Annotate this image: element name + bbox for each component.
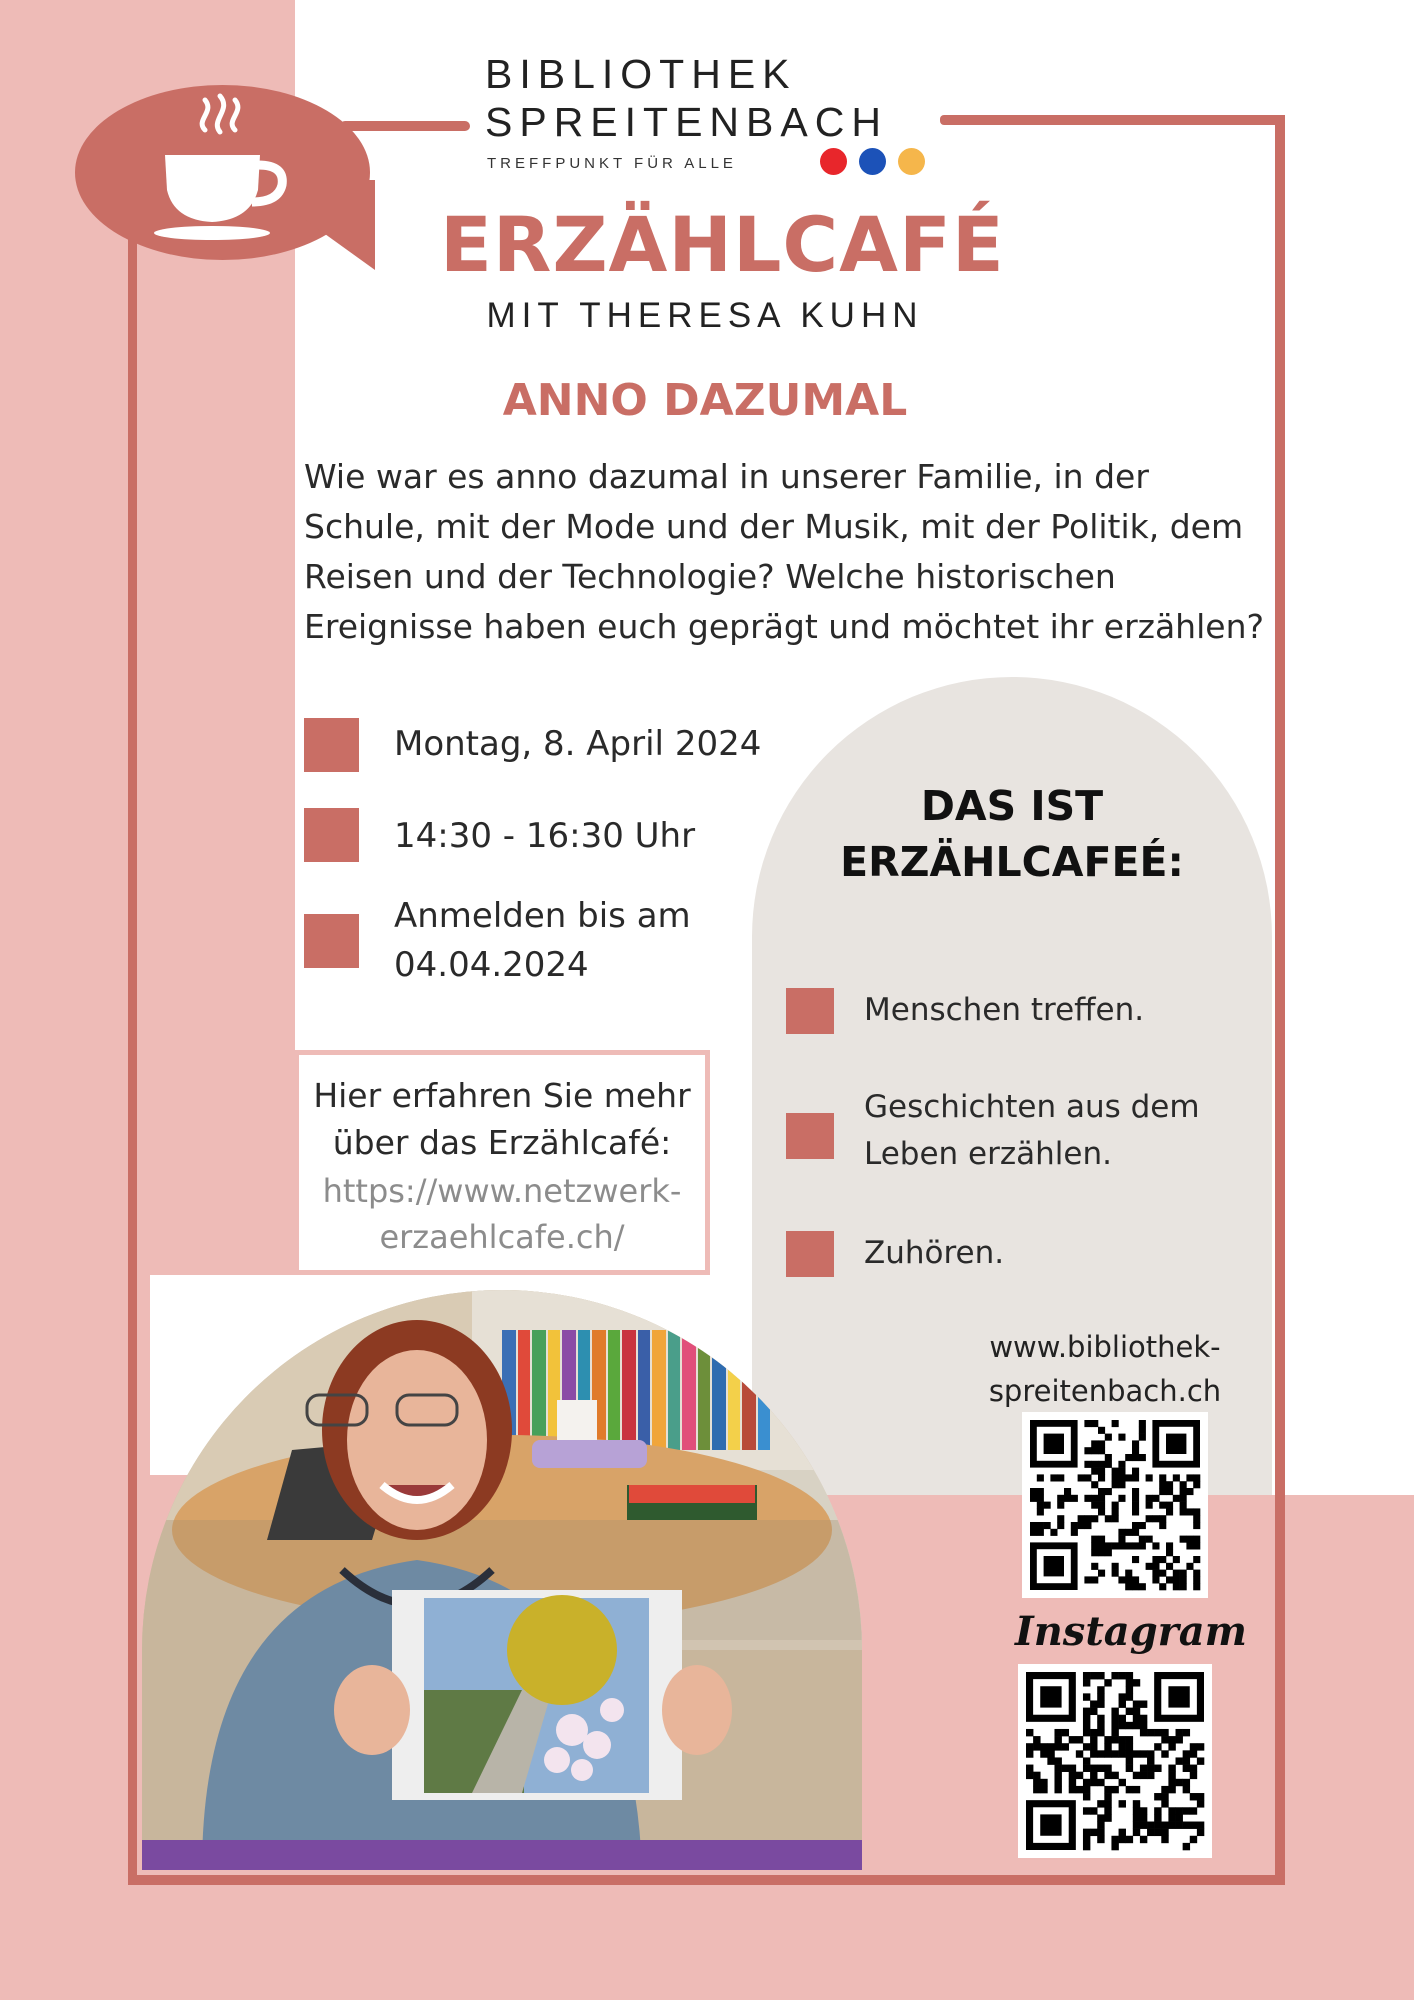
event-subtitle: MIT THERESA KUHN [486,296,924,335]
event-time: 14:30 - 16:30 Uhr [394,816,696,856]
instagram-qr-code[interactable] [1018,1664,1212,1858]
frame-left-line [128,230,137,1885]
about-heading-line-2: ERZÄHLCAFEÉ: [840,838,1184,886]
event-topic: ANNO DAZUMAL [502,375,908,426]
event-date: Montag, 8. April 2024 [394,724,762,764]
about-item: Menschen treffen. [864,992,1145,1028]
brand-dot-blue [859,148,886,175]
library-tagline: TREFFPUNKT FÜR ALLE [487,155,737,172]
date-bullet [304,718,359,772]
brand-dot-yellow [898,148,925,175]
about-heading [752,778,1272,890]
brand-dot-red [820,148,847,175]
frame-top-left-line [340,121,470,131]
about-heading-line-1: DAS IST [920,782,1104,830]
library-website[interactable]: www.bibliothek-spreitenbach.ch [988,1330,1222,1408]
frame-right-line [1275,115,1285,1885]
about-item: Geschichten aus dem Leben erzählen. [864,1089,1200,1172]
more-info-text: Hier erfahren Sie mehr über das Erzählcafé: [313,1076,691,1162]
instagram-label: Instagram [1015,1608,1247,1655]
registration-deadline-label: Anmelden bis am [394,896,691,936]
registration-deadline-date: 04.04.2024 [394,945,589,985]
frame-top-right-line [940,115,1285,125]
registration-bullet [304,914,359,968]
library-name: BIBLIOTHEK SPREITENBACH [485,51,888,145]
time-bullet [304,808,359,862]
event-title: ERZÄHLCAFÉ [440,200,1005,289]
about-item-bullet [786,1231,834,1277]
about-item-bullet [786,988,834,1034]
more-info-link[interactable]: https://www.netzwerk-erzaehlcafe.ch/ [322,1172,682,1256]
about-item: Zuhören. [864,1235,1005,1271]
coffee-cup-icon [150,90,300,250]
more-info-box [294,1050,710,1275]
about-item-bullet [786,1113,834,1159]
website-qr-code[interactable] [1022,1412,1208,1598]
event-description: Wie war es anno dazumal in unserer Familie, in der Schule, mit der Mode und der Musik, mit der Politik, dem Reisen und der Technologie? Welche historischen Ereignisse haben euch geprägt und möchtet ihr erzählen? [304,457,1264,646]
frame-bottom-line [128,1875,1285,1885]
